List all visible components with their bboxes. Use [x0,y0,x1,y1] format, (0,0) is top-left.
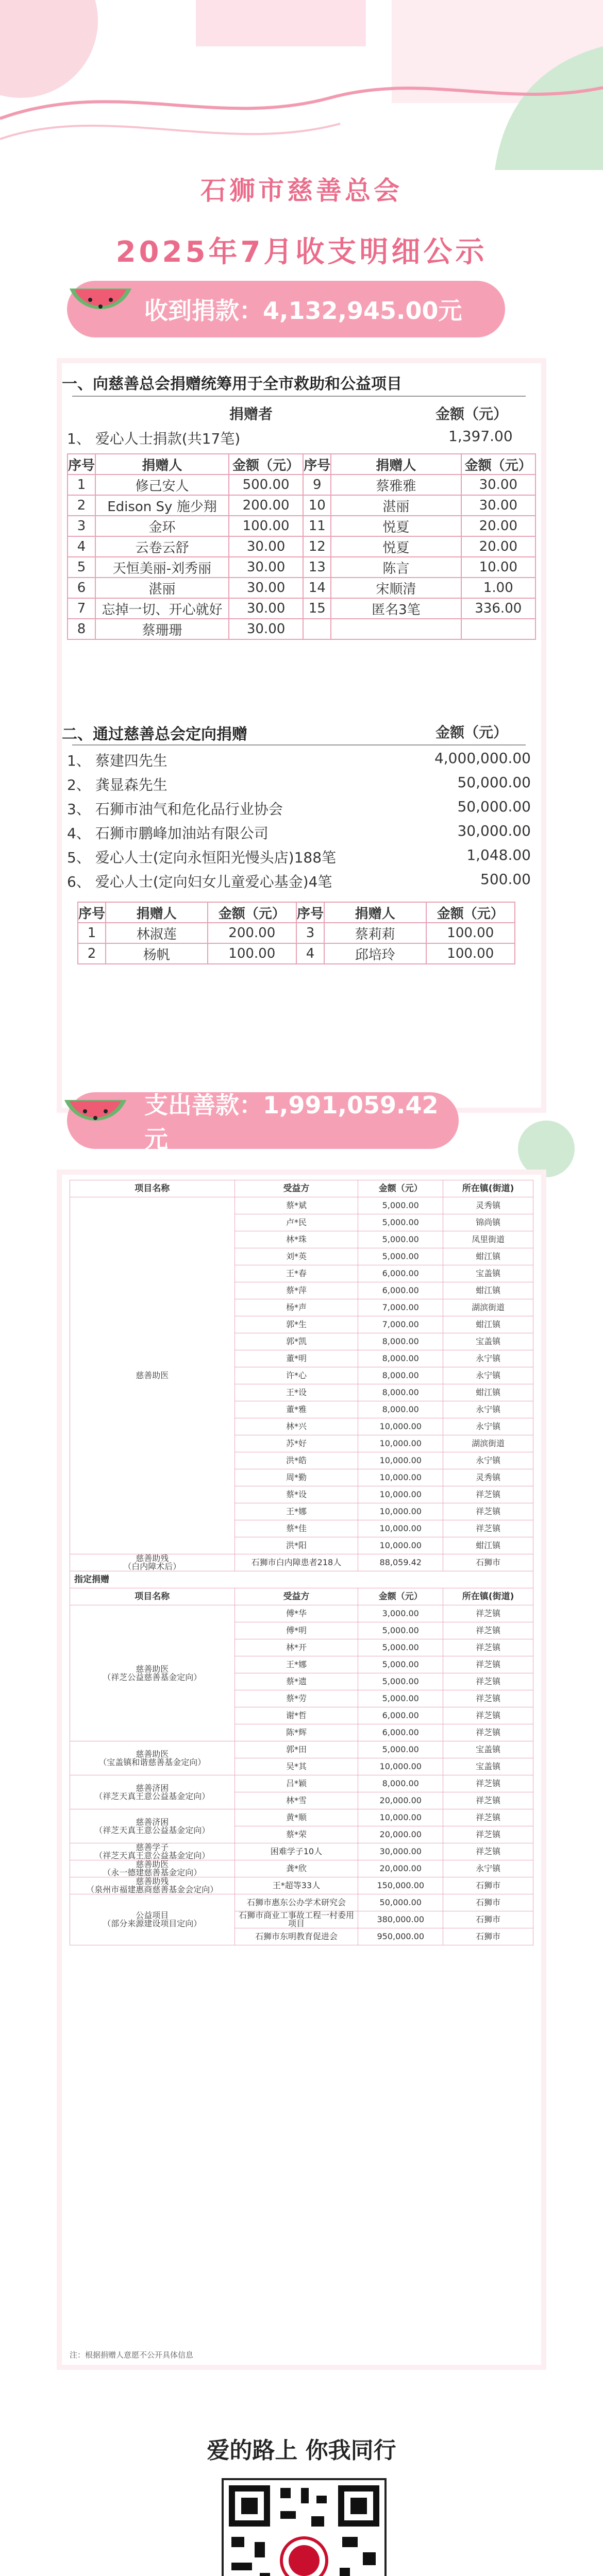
directed-donor-amount: 1,048.00 [466,846,531,863]
table-row [70,1860,533,1877]
table-cell: 石狮市 [443,1877,533,1894]
table-cell: 30.00 [461,474,535,495]
table-row [68,495,535,516]
table-cell: 7 [68,598,95,619]
table-cell: 陈*辉 [234,1724,358,1741]
table-cell: 30,000.00 [358,1843,443,1860]
table-cell: 100.00 [208,943,296,964]
table-header-cell: 受益方 [234,1180,358,1197]
table-cell: 石狮市 [443,1894,533,1911]
table-cell: 湛丽 [95,578,229,598]
table-cell: 石狮市 [443,1928,533,1945]
table-cell: 林*珠 [234,1231,358,1248]
directed-donor-name: 2、 龚显森先生 [67,776,167,793]
table-cell: 石狮市商业工事故工程一村委用项目 [234,1911,358,1928]
table-header-cell: 项目名称 [70,1588,235,1605]
table-cell: 傅*华 [234,1605,358,1622]
table-cell: 8,000.00 [358,1333,443,1350]
project-name: 慈善助残 （泉州市福建惠商慈善基金会定向） [70,1877,235,1894]
table-cell: 3 [296,923,324,943]
project-name: 慈善济困 （祥芝天真王意公益基金定向） [70,1809,235,1843]
col-amount-label: 金额（元） [435,405,508,422]
table-cell: 30.00 [229,536,303,557]
table-cell: 忘掉一切、开心就好 [95,598,229,619]
table-row [70,1775,533,1792]
table-cell: 1 [68,474,95,495]
table-cell: 50,000.00 [358,1894,443,1911]
table-cell: 5,000.00 [358,1197,443,1214]
table-cell: 8 [68,619,95,639]
expense-table [70,1180,533,1945]
expense-note: 注：根据捐赠人意愿不公开具体信息 [70,2350,194,2360]
table-cell: 修己安人 [95,474,229,495]
table-header-cell: 受益方 [234,1588,358,1605]
table-cell: 336.00 [461,598,535,619]
table-cell: 石狮市惠东公办学术研究会 [234,1894,358,1911]
table-cell: 20,000.00 [358,1792,443,1809]
table-cell: 匿名3笔 [331,598,461,619]
th-donor: 捐赠人 [331,454,461,474]
table-row [68,578,535,598]
col-donor-label: 捐赠者 [229,405,273,422]
table-cell: 6,000.00 [358,1707,443,1724]
table-cell: 祥芝镇 [443,1775,533,1792]
table-cell: 10,000.00 [358,1452,443,1469]
donation-table-1 [67,453,536,640]
table-cell: 8,000.00 [358,1350,443,1367]
directed-donor-name: 4、 石狮市鹏峰加油站有限公司 [67,825,269,842]
project-name: 慈善助医 （祥芝公益慈善基金定向） [70,1605,235,1741]
divider [72,396,526,397]
table-cell: 蔡莉莉 [324,923,426,943]
directed-donor-amount: 50,000.00 [457,774,531,791]
table-row [70,1605,533,1622]
table-cell: 6,000.00 [358,1265,443,1282]
project-name: 慈善助残 （白内障术后） [70,1554,235,1571]
directed-donor-name: 1、 蔡建四先生 [67,752,167,769]
directed-donor-amount: 4,000,000.00 [434,750,531,767]
table-cell: 200.00 [208,923,296,943]
table-cell: 100.00 [426,923,515,943]
table-cell: 许*心 [234,1367,358,1384]
table-cell: 林淑莲 [106,923,208,943]
table-row [68,557,535,578]
table-cell: 洪*皓 [234,1452,358,1469]
table-row [70,1554,533,1571]
table-cell: 950,000.00 [358,1928,443,1945]
directed-donor-name: 6、 爱心人士(定向妇女儿童爱心基金)4笔 [67,873,332,890]
section2-heading: 二、通过慈善总会定向捐赠 [62,725,247,743]
table-cell: 永宁镇 [443,1401,533,1418]
table-cell: 1.00 [461,578,535,598]
table-cell: 石狮市东明教育促进会 [234,1928,358,1945]
table-cell: 5,000.00 [358,1214,443,1231]
table-cell: 谢*哲 [234,1707,358,1724]
table-cell: 石狮市 [443,1911,533,1928]
table-cell: 祥芝镇 [443,1843,533,1860]
table-cell: 5 [68,557,95,578]
table-cell: 洪*阳 [234,1537,358,1554]
table-cell: 傅*明 [234,1622,358,1639]
table-cell: 灵秀镇 [443,1469,533,1486]
table-cell: 蚶江镇 [443,1316,533,1333]
table-cell: 20,000.00 [358,1826,443,1843]
table-cell: 杨帆 [106,943,208,964]
table-cell: 380,000.00 [358,1911,443,1928]
table-cell [461,619,535,639]
table-cell: 林*兴 [234,1418,358,1435]
table-cell: 云卷云舒 [95,536,229,557]
table-row [70,1741,533,1758]
table-cell: 悦夏 [331,516,461,536]
table-header-cell: 项目名称 [70,1180,235,1197]
table-cell: 5,000.00 [358,1656,443,1673]
table-row [68,516,535,536]
table-cell: 邱培玲 [324,943,426,964]
table-cell: 5,000.00 [358,1639,443,1656]
table-cell: 500.00 [229,474,303,495]
qr-code[interactable] [222,2478,387,2576]
table-cell: 王*娜 [234,1503,358,1520]
table-header-cell: 金额（元） [358,1588,443,1605]
table-cell: 金环 [95,516,229,536]
table-cell: 祥芝镇 [443,1656,533,1673]
table-cell: 5,000.00 [358,1622,443,1639]
table-cell: 永宁镇 [443,1452,533,1469]
table-cell: 宝盖镇 [443,1758,533,1775]
table-cell: 凤里街道 [443,1231,533,1248]
project-name: 慈善助医 （宝盖镇和谐慈善基金定向） [70,1741,235,1775]
table-cell: 王*娜 [234,1656,358,1673]
th-donor: 捐赠人 [95,454,229,474]
project-name: 慈善助医 [70,1197,235,1554]
table-cell: 蚶江镇 [443,1248,533,1265]
table-cell: 祥芝镇 [443,1690,533,1707]
table-cell: 林*雪 [234,1792,358,1809]
table-cell: 永宁镇 [443,1418,533,1435]
table-cell: 蔡珊珊 [95,619,229,639]
project-name: 公益项目 （部分来源建设项目定向） [70,1894,235,1945]
table-row [70,1809,533,1826]
table-row [78,923,515,943]
table-cell: 石狮市白内障患者218人 [234,1554,358,1571]
table-cell: 祥芝镇 [443,1503,533,1520]
table-cell: Edison Sy 施少翔 [95,495,229,516]
watermelon-icon [62,268,139,347]
table-cell: 200.00 [229,495,303,516]
table-row [68,619,535,639]
table-cell: 困难学子10人 [234,1843,358,1860]
table-cell: 6,000.00 [358,1724,443,1741]
table-cell: 杨*声 [234,1299,358,1316]
divider [72,744,526,745]
table-cell: 黄*顺 [234,1809,358,1826]
table-cell: 蔡*斌 [234,1197,358,1214]
table-cell: 10,000.00 [358,1503,443,1520]
table-cell: 祥芝镇 [443,1724,533,1741]
table-cell: 5,000.00 [358,1741,443,1758]
table-cell: 卢*民 [234,1214,358,1231]
table-header-row [70,1588,533,1605]
table-cell: 7,000.00 [358,1299,443,1316]
table-cell: 林*开 [234,1639,358,1656]
table-cell: 锦尚镇 [443,1214,533,1231]
project-name: 慈善学子 （祥芝天真王意公益基金定向） [70,1843,235,1860]
th-amount: 金额（元） [208,902,296,923]
table-header-cell: 所在镇(街道) [443,1180,533,1197]
table-cell: 2 [78,943,106,964]
table-cell: 5,000.00 [358,1231,443,1248]
table-cell: 30.00 [461,495,535,516]
table-cell: 12 [303,536,331,557]
table-cell: 8,000.00 [358,1401,443,1418]
project-name: 慈善助医 （永一德建慈善基金定向） [70,1860,235,1877]
header-decoration [0,0,603,170]
table-cell: 20.00 [461,516,535,536]
table-cell: 祥芝镇 [443,1486,533,1503]
table-cell: 8,000.00 [358,1367,443,1384]
directed-donor-name: 3、 石狮市油气和危化品行业协会 [67,801,283,818]
table-cell: 灵秀镇 [443,1197,533,1214]
table-cell: 永宁镇 [443,1367,533,1384]
table-cell: 郭*生 [234,1316,358,1333]
slogan: 爱的路上 你我同行 [207,2437,396,2464]
directed-donor-name: 5、 爱心人士(定向永恒阳光慢头店)188笔 [67,849,337,866]
table-cell: 王*超等33人 [234,1877,358,1894]
table-cell: 蔡*设 [234,1486,358,1503]
table-cell: 1 [78,923,106,943]
table-cell: 湛丽 [331,495,461,516]
table-cell: 9 [303,474,331,495]
watermelon-icon [57,1079,134,1159]
table-cell: 郭*田 [234,1741,358,1758]
table-cell: 7,000.00 [358,1316,443,1333]
th-seq: 序号 [303,454,331,474]
table-row [70,1571,533,1588]
table-cell: 苏*好 [234,1435,358,1452]
table-cell: 20,000.00 [358,1860,443,1877]
table-cell: 30.00 [229,578,303,598]
table-row [70,1877,533,1894]
table-cell: 10.00 [461,557,535,578]
table-cell: 天恒美丽-刘秀丽 [95,557,229,578]
section-label: 指定捐赠 [70,1571,533,1588]
directed-donor-amount: 50,000.00 [457,798,531,815]
table-cell: 3,000.00 [358,1605,443,1622]
table-cell: 5,000.00 [358,1673,443,1690]
table-cell: 蔡*荣 [234,1826,358,1843]
table-cell: 湖滨街道 [443,1299,533,1316]
table-cell: 11 [303,516,331,536]
table-cell: 8,000.00 [358,1775,443,1792]
table-cell: 蔡*遗 [234,1673,358,1690]
table-cell: 14 [303,578,331,598]
table-cell: 祥芝镇 [443,1520,533,1537]
table-cell: 悦夏 [331,536,461,557]
table-cell: 宋顺清 [331,578,461,598]
th-seq: 序号 [296,902,324,923]
table-cell: 祥芝镇 [443,1622,533,1639]
table-cell: 8,000.00 [358,1384,443,1401]
table-cell: 永宁镇 [443,1350,533,1367]
table-cell: 蔡*萍 [234,1282,358,1299]
section1-heading: 一、向慈善总会捐赠统筹用于全市救助和公益项目 [62,375,402,393]
table-cell: 祥芝镇 [443,1639,533,1656]
table-cell: 4 [68,536,95,557]
table-row [68,598,535,619]
summary-name: 1、 爱心人士捐款(共17笔) [67,430,241,447]
table-header-cell: 金额（元） [358,1180,443,1197]
table-cell: 5,000.00 [358,1248,443,1265]
table-row [70,1843,533,1860]
directed-donor-amount: 30,000.00 [457,822,531,839]
table-cell: 王*春 [234,1265,358,1282]
table-header-cell: 所在镇(街道) [443,1588,533,1605]
table-row [70,1894,533,1911]
table-cell: 祥芝镇 [443,1707,533,1724]
table-cell: 蔡*佳 [234,1520,358,1537]
table-cell: 石狮市 [443,1554,533,1571]
th-donor: 捐赠人 [324,902,426,923]
table-cell: 13 [303,557,331,578]
table-cell: 6,000.00 [358,1282,443,1299]
table-cell: 10,000.00 [358,1469,443,1486]
table-cell: 王*设 [234,1384,358,1401]
page-title: 石狮市慈善总会 [200,176,403,206]
table-cell: 周*勤 [234,1469,358,1486]
income-total-banner: 收到捐款：4,132,945.00元 [67,281,505,337]
th-seq: 序号 [78,902,106,923]
table-cell: 88,059.42 [358,1554,443,1571]
summary-amount: 1,397.00 [448,428,513,445]
th-seq: 序号 [68,454,95,474]
donation-table-2 [77,902,515,964]
table-cell: 郭*凯 [234,1333,358,1350]
table-cell: 100.00 [426,943,515,964]
expense-total-banner: 支出善款：1,991,059.42元 [67,1092,459,1149]
table-cell: 5,000.00 [358,1690,443,1707]
table-cell: 董*明 [234,1350,358,1367]
table-cell: 宝盖镇 [443,1333,533,1350]
table-cell: 150,000.00 [358,1877,443,1894]
table-cell: 吕*颖 [234,1775,358,1792]
table-row [78,943,515,964]
table-cell: 30.00 [229,598,303,619]
page-subtitle: 2025年7月收支明细公示 [115,235,488,269]
table-cell: 30.00 [229,619,303,639]
table-cell: 蚶江镇 [443,1282,533,1299]
table-cell: 蔡*劳 [234,1690,358,1707]
table-cell: 10,000.00 [358,1809,443,1826]
section2-col-amount: 金额（元） [435,724,508,741]
table-cell [331,619,461,639]
table-cell: 宝盖镇 [443,1265,533,1282]
table-cell: 陈言 [331,557,461,578]
table-cell: 3 [68,516,95,536]
table-cell: 6 [68,578,95,598]
table-cell: 30.00 [229,557,303,578]
table-cell: 10,000.00 [358,1418,443,1435]
table-cell: 宝盖镇 [443,1741,533,1758]
th-donor: 捐赠人 [106,902,208,923]
table-cell: 祥芝镇 [443,1826,533,1843]
table-cell: 祥芝镇 [443,1809,533,1826]
table-header-row [70,1180,533,1197]
table-row [68,474,535,495]
table-cell: 蚶江镇 [443,1384,533,1401]
directed-donor-amount: 500.00 [480,871,531,888]
table-cell: 祥芝镇 [443,1673,533,1690]
table-cell: 4 [296,943,324,964]
table-cell: 蚶江镇 [443,1537,533,1554]
table-cell: 祥芝镇 [443,1792,533,1809]
table-cell: 祥芝镇 [443,1605,533,1622]
table-cell: 10,000.00 [358,1486,443,1503]
table-row [68,536,535,557]
table-cell: 10,000.00 [358,1520,443,1537]
table-cell: 10,000.00 [358,1758,443,1775]
table-cell: 10 [303,495,331,516]
table-cell: 10,000.00 [358,1435,443,1452]
table-cell: 10,000.00 [358,1537,443,1554]
table-cell: 湖滨街道 [443,1435,533,1452]
th-amount: 金额（元） [461,454,535,474]
table-cell: 蔡雅雅 [331,474,461,495]
table-cell: 董*雅 [234,1401,358,1418]
table-cell: 刘*英 [234,1248,358,1265]
table-cell: 100.00 [229,516,303,536]
table-cell: 2 [68,495,95,516]
table-cell: 20.00 [461,536,535,557]
table-cell: 吴*其 [234,1758,358,1775]
th-amount: 金额（元） [426,902,515,923]
table-cell: 15 [303,598,331,619]
table-cell [303,619,331,639]
project-name: 慈善济困 （祥芝天真王意公益基金定向） [70,1775,235,1809]
th-amount: 金额（元） [229,454,303,474]
table-row [70,1197,533,1214]
table-cell: 永宁镇 [443,1860,533,1877]
table-cell: 龚*欣 [234,1860,358,1877]
